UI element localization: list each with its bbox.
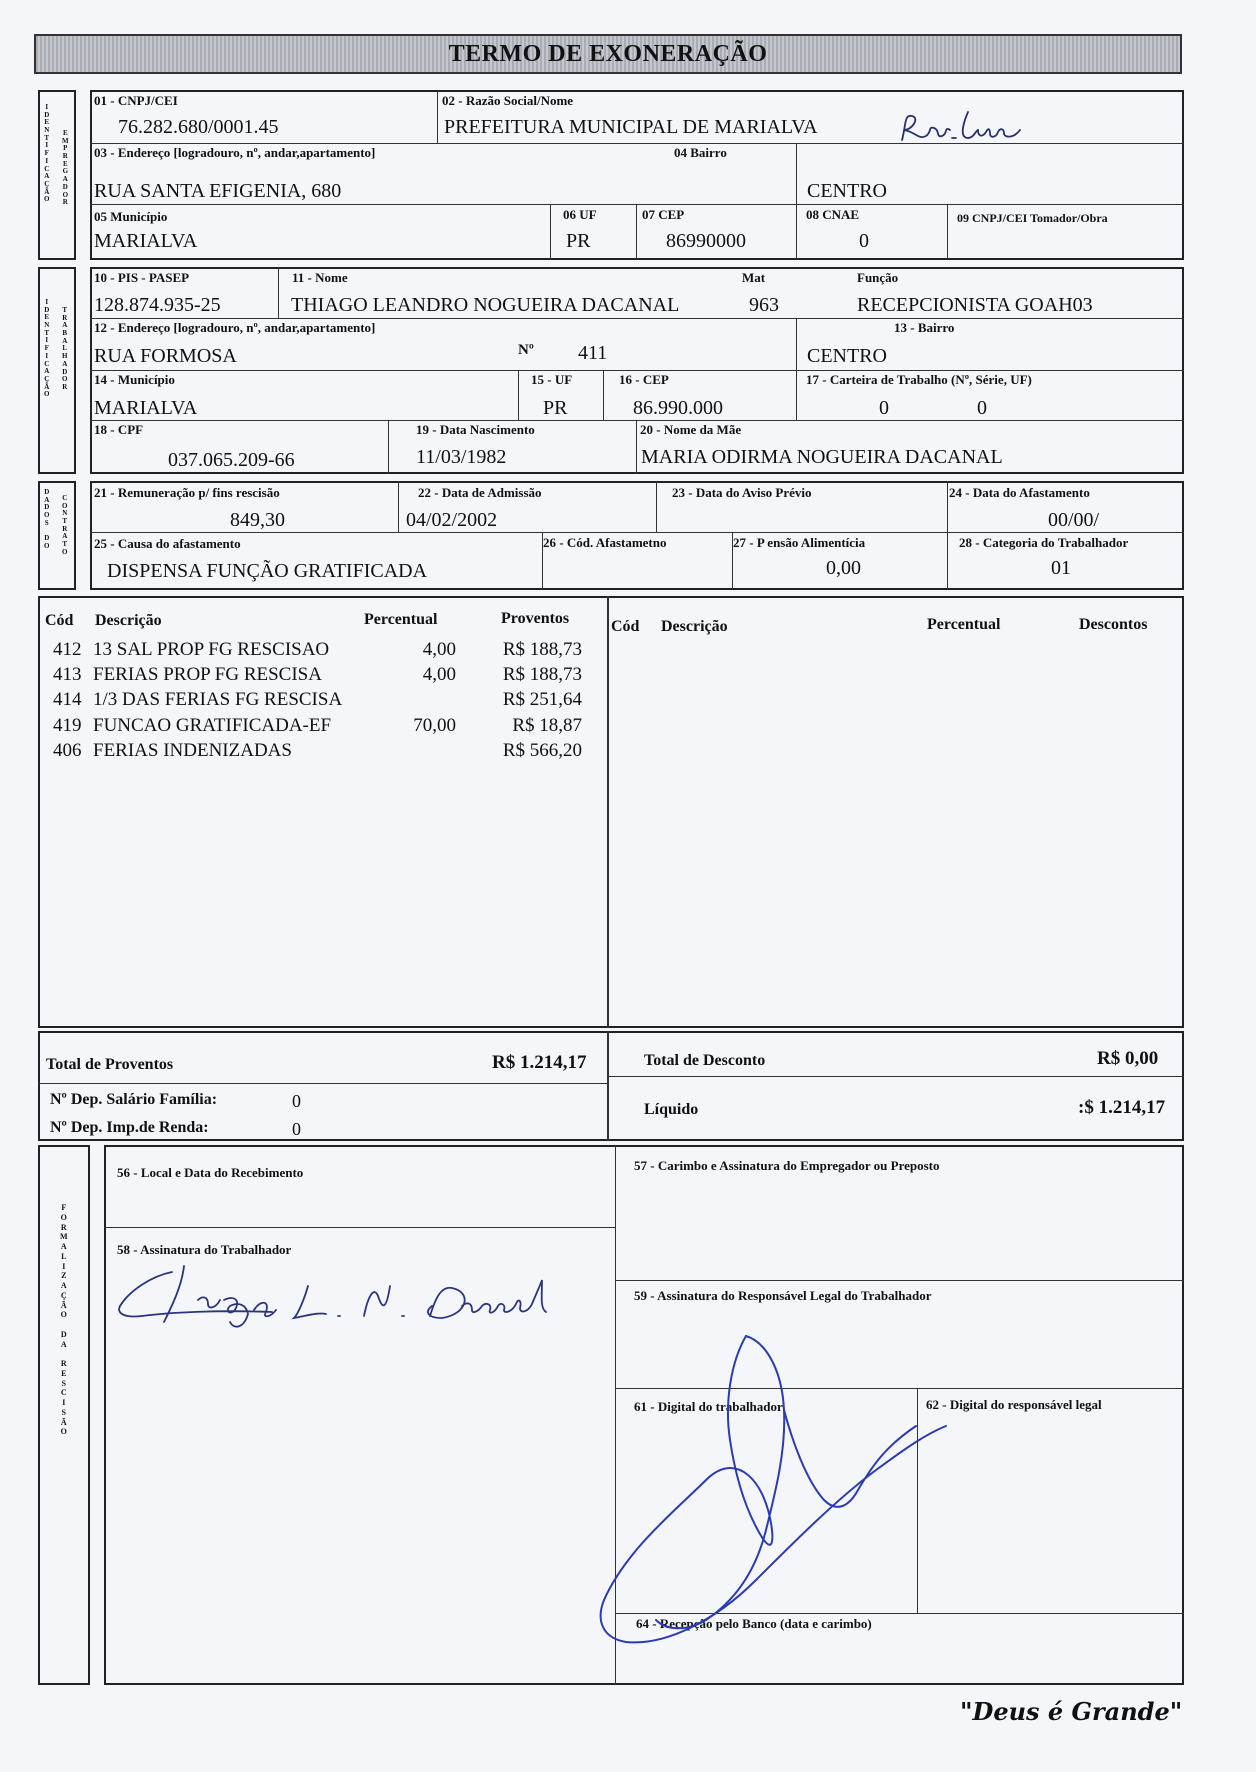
field-28-value: 01	[1051, 557, 1071, 579]
total-earnings-label: Total de Proventos	[46, 1056, 174, 1073]
number-label: Nº	[518, 342, 534, 358]
earnings-row-val: R$ 566,20	[502, 740, 582, 761]
field-24-label: 24 - Data do Afastamento	[949, 485, 1090, 500]
field-20-label: 20 - Nome da Mãe	[640, 422, 742, 437]
field-59-label: 59 - Assinatura do Responsável Legal do Trabalhador	[634, 1288, 932, 1303]
net-label: Líquido	[644, 1101, 699, 1118]
earnings-row-val: R$ 188,73	[502, 664, 582, 685]
earnings-row-desc: FERIAS PROP FG RESCISA	[93, 664, 322, 685]
family-dependents-value: 0	[292, 1091, 301, 1111]
deductions-header-desc: Descrição	[661, 618, 728, 635]
field-02-value: PREFEITURA MUNICIPAL DE MARIALVA	[444, 116, 818, 138]
number-value: 411	[578, 342, 608, 364]
field-13-label: 13 - Bairro	[894, 320, 955, 335]
earnings-row-val: R$ 251,64	[502, 689, 582, 710]
employer-side-label-2: E M P R E G A D O R	[62, 129, 69, 207]
field-22-label: 22 - Data de Admissão	[418, 485, 542, 500]
field-13-value: CENTRO	[807, 345, 887, 367]
field-19-value: 11/03/1982	[416, 446, 507, 468]
field-12-label: 12 - Endereço [logradouro, nº, andar,apartamento]	[94, 320, 376, 335]
field-62-label: 62 - Digital do responsável legal	[926, 1397, 1102, 1412]
field-20-value: MARIA ODIRMA NOGUEIRA DACANAL	[641, 446, 1003, 468]
worker-signature	[112, 1256, 572, 1341]
earnings-deductions-section	[38, 596, 1184, 1028]
field-61-label: 61 - Digital do trabalhador	[634, 1399, 783, 1414]
funcao-label: Função	[857, 270, 899, 285]
formalization-side-label: F O R M A L I Z A Ç Ã O D A R E S C I S Ã O	[60, 1203, 68, 1437]
earnings-row-val: R$ 18,87	[512, 715, 582, 736]
field-17-value-2: 0	[977, 397, 987, 419]
earnings-row-perc: 4,00	[422, 664, 456, 685]
earnings-row-cod: 414	[53, 689, 82, 710]
field-01-label: 01 - CNPJ/CEI	[94, 93, 178, 108]
field-18-value: 037.065.209-66	[168, 449, 295, 471]
earnings-row-cod: 406	[53, 740, 82, 761]
worker-side-label-2: T R A B A L H A D O R	[62, 306, 68, 391]
document-title: TERMO DE EXONERAÇÃO	[448, 40, 768, 67]
field-01-value: 76.282.680/0001.45	[118, 116, 279, 138]
worker-section-side	[38, 267, 76, 474]
earnings-header-val: Proventos	[501, 610, 570, 627]
contract-side-label-2: C O N T R A T O	[62, 494, 68, 556]
earnings-row-desc: 1/3 DAS FERIAS FG RESCISA	[93, 689, 343, 710]
earnings-row-cod: 413	[53, 664, 82, 685]
field-05-value: MARIALVA	[94, 230, 198, 252]
field-28-label: 28 - Categoria do Trabalhador	[959, 535, 1129, 550]
field-15-label: 15 - UF	[531, 372, 573, 387]
tax-dependents-value: 0	[292, 1119, 301, 1139]
earnings-row-desc: FUNCAO GRATIFICADA-EF	[93, 715, 332, 736]
field-04-value: CENTRO	[807, 180, 887, 202]
field-24-value: 00/00/	[1048, 509, 1100, 531]
net-value: :$ 1.214,17	[1078, 1097, 1166, 1118]
earnings-row-perc: 4,00	[422, 639, 456, 660]
field-21-value: 849,30	[230, 509, 285, 531]
field-56-label: 56 - Local e Data do Recebimento	[117, 1165, 304, 1180]
earnings-header-cod: Cód	[45, 612, 74, 629]
contract-side-label: D A D O S D O	[44, 488, 50, 550]
field-17-value-1: 0	[879, 397, 889, 419]
formalization-side	[38, 1145, 90, 1685]
document-title-bar	[34, 34, 1182, 74]
total-deductions-value: R$ 0,00	[1097, 1048, 1159, 1069]
field-10-value: 128.874.935-25	[94, 294, 221, 316]
field-03-label: 03 - Endereço [logradouro, nº, andar,apartamento]	[94, 145, 376, 160]
field-02-label: 02 - Razão Social/Nome	[442, 93, 574, 108]
employer-side-label: I D E N T I F I C A Ç Ã O	[44, 103, 50, 204]
deductions-header-perc: Percentual	[927, 616, 1001, 633]
earnings-row-val: R$ 188,73	[502, 639, 582, 660]
field-09-label: 09 CNPJ/CEI Tomador/Obra	[957, 211, 1108, 225]
field-25-value: DISPENSA FUNÇÃO GRATIFICADA	[107, 560, 428, 582]
earnings-row-desc: 13 SAL PROP FG RESCISAO	[93, 639, 330, 660]
deductions-header-val: Descontos	[1079, 616, 1148, 633]
field-14-label: 14 - Município	[94, 372, 175, 387]
worker-side-label: I D E N T I F I C A Ç Ã O	[44, 298, 50, 399]
field-23-label: 23 - Data do Aviso Prévio	[672, 485, 812, 500]
field-27-value: 0,00	[826, 557, 861, 579]
field-08-label: 08 CNAE	[806, 207, 860, 222]
earnings-row-cod: 412	[53, 639, 82, 660]
handwritten-note	[898, 108, 1058, 153]
earnings-header-perc: Percentual	[364, 611, 438, 628]
field-04-label: 04 Bairro	[674, 145, 727, 160]
field-25-label: 25 - Causa do afastamento	[94, 536, 241, 551]
field-07-label: 07 CEP	[642, 207, 685, 222]
field-58-label: 58 - Assinatura do Trabalhador	[117, 1242, 292, 1257]
field-14-value: MARIALVA	[94, 397, 198, 419]
field-19-label: 19 - Data Nascimento	[416, 422, 535, 437]
field-03-value: RUA SANTA EFIGENIA, 680	[94, 180, 342, 202]
totals-section	[38, 1031, 1184, 1141]
field-64-label: 64 - Recepção pelo Banco (data e carimbo)	[636, 1616, 872, 1631]
field-08-value: 0	[859, 230, 869, 252]
field-16-label: 16 - CEP	[619, 372, 669, 387]
contract-section-side	[38, 481, 76, 590]
earnings-row-desc: FERIAS INDENIZADAS	[93, 740, 292, 761]
mat-value: 963	[749, 294, 779, 316]
field-06-value: PR	[566, 230, 591, 252]
earnings-row-perc: 70,00	[413, 715, 456, 736]
field-17-label: 17 - Carteira de Trabalho (Nº, Série, UF)	[806, 372, 1032, 387]
employer-section-side	[38, 90, 76, 260]
field-10-label: 10 - PIS - PASEP	[94, 270, 190, 285]
mat-label: Mat	[742, 270, 766, 285]
field-06-label: 06 UF	[563, 207, 597, 222]
responsible-signature	[596, 1330, 976, 1655]
tax-dependents-label: Nº Dep. Imp.de Renda:	[50, 1119, 209, 1136]
field-18-label: 18 - CPF	[94, 422, 144, 437]
earnings-row-cod: 419	[53, 715, 82, 736]
earnings-header-desc: Descrição	[95, 612, 162, 629]
field-22-value: 04/02/2002	[406, 509, 498, 531]
field-15-value: PR	[543, 397, 568, 419]
field-57-label: 57 - Carimbo e Assinatura do Empregador ou Preposto	[634, 1158, 940, 1173]
field-16-value: 86.990.000	[633, 397, 723, 419]
field-12-value: RUA FORMOSA	[94, 345, 237, 367]
funcao-value: RECEPCIONISTA GOAH03	[857, 294, 1093, 316]
field-27-label: 27 - P ensão Alimentícia	[733, 535, 866, 550]
field-21-label: 21 - Remuneração p/ fins rescisão	[94, 485, 280, 500]
deductions-header-cod: Cód	[611, 618, 640, 635]
field-11-label: 11 - Nome	[292, 270, 348, 285]
field-07-value: 86990000	[666, 230, 746, 252]
total-earnings-value: R$ 1.214,17	[492, 1052, 587, 1073]
footer-motto: "Deus é Grande"	[960, 1697, 1183, 1726]
total-deductions-label: Total de Desconto	[644, 1052, 766, 1069]
family-dependents-label: Nº Dep. Salário Família:	[50, 1091, 218, 1108]
field-11-value: THIAGO LEANDRO NOGUEIRA DACANAL	[291, 294, 680, 316]
field-05-label: 05 Município	[94, 209, 168, 224]
field-26-label: 26 - Cód. Afastametno	[543, 535, 667, 550]
